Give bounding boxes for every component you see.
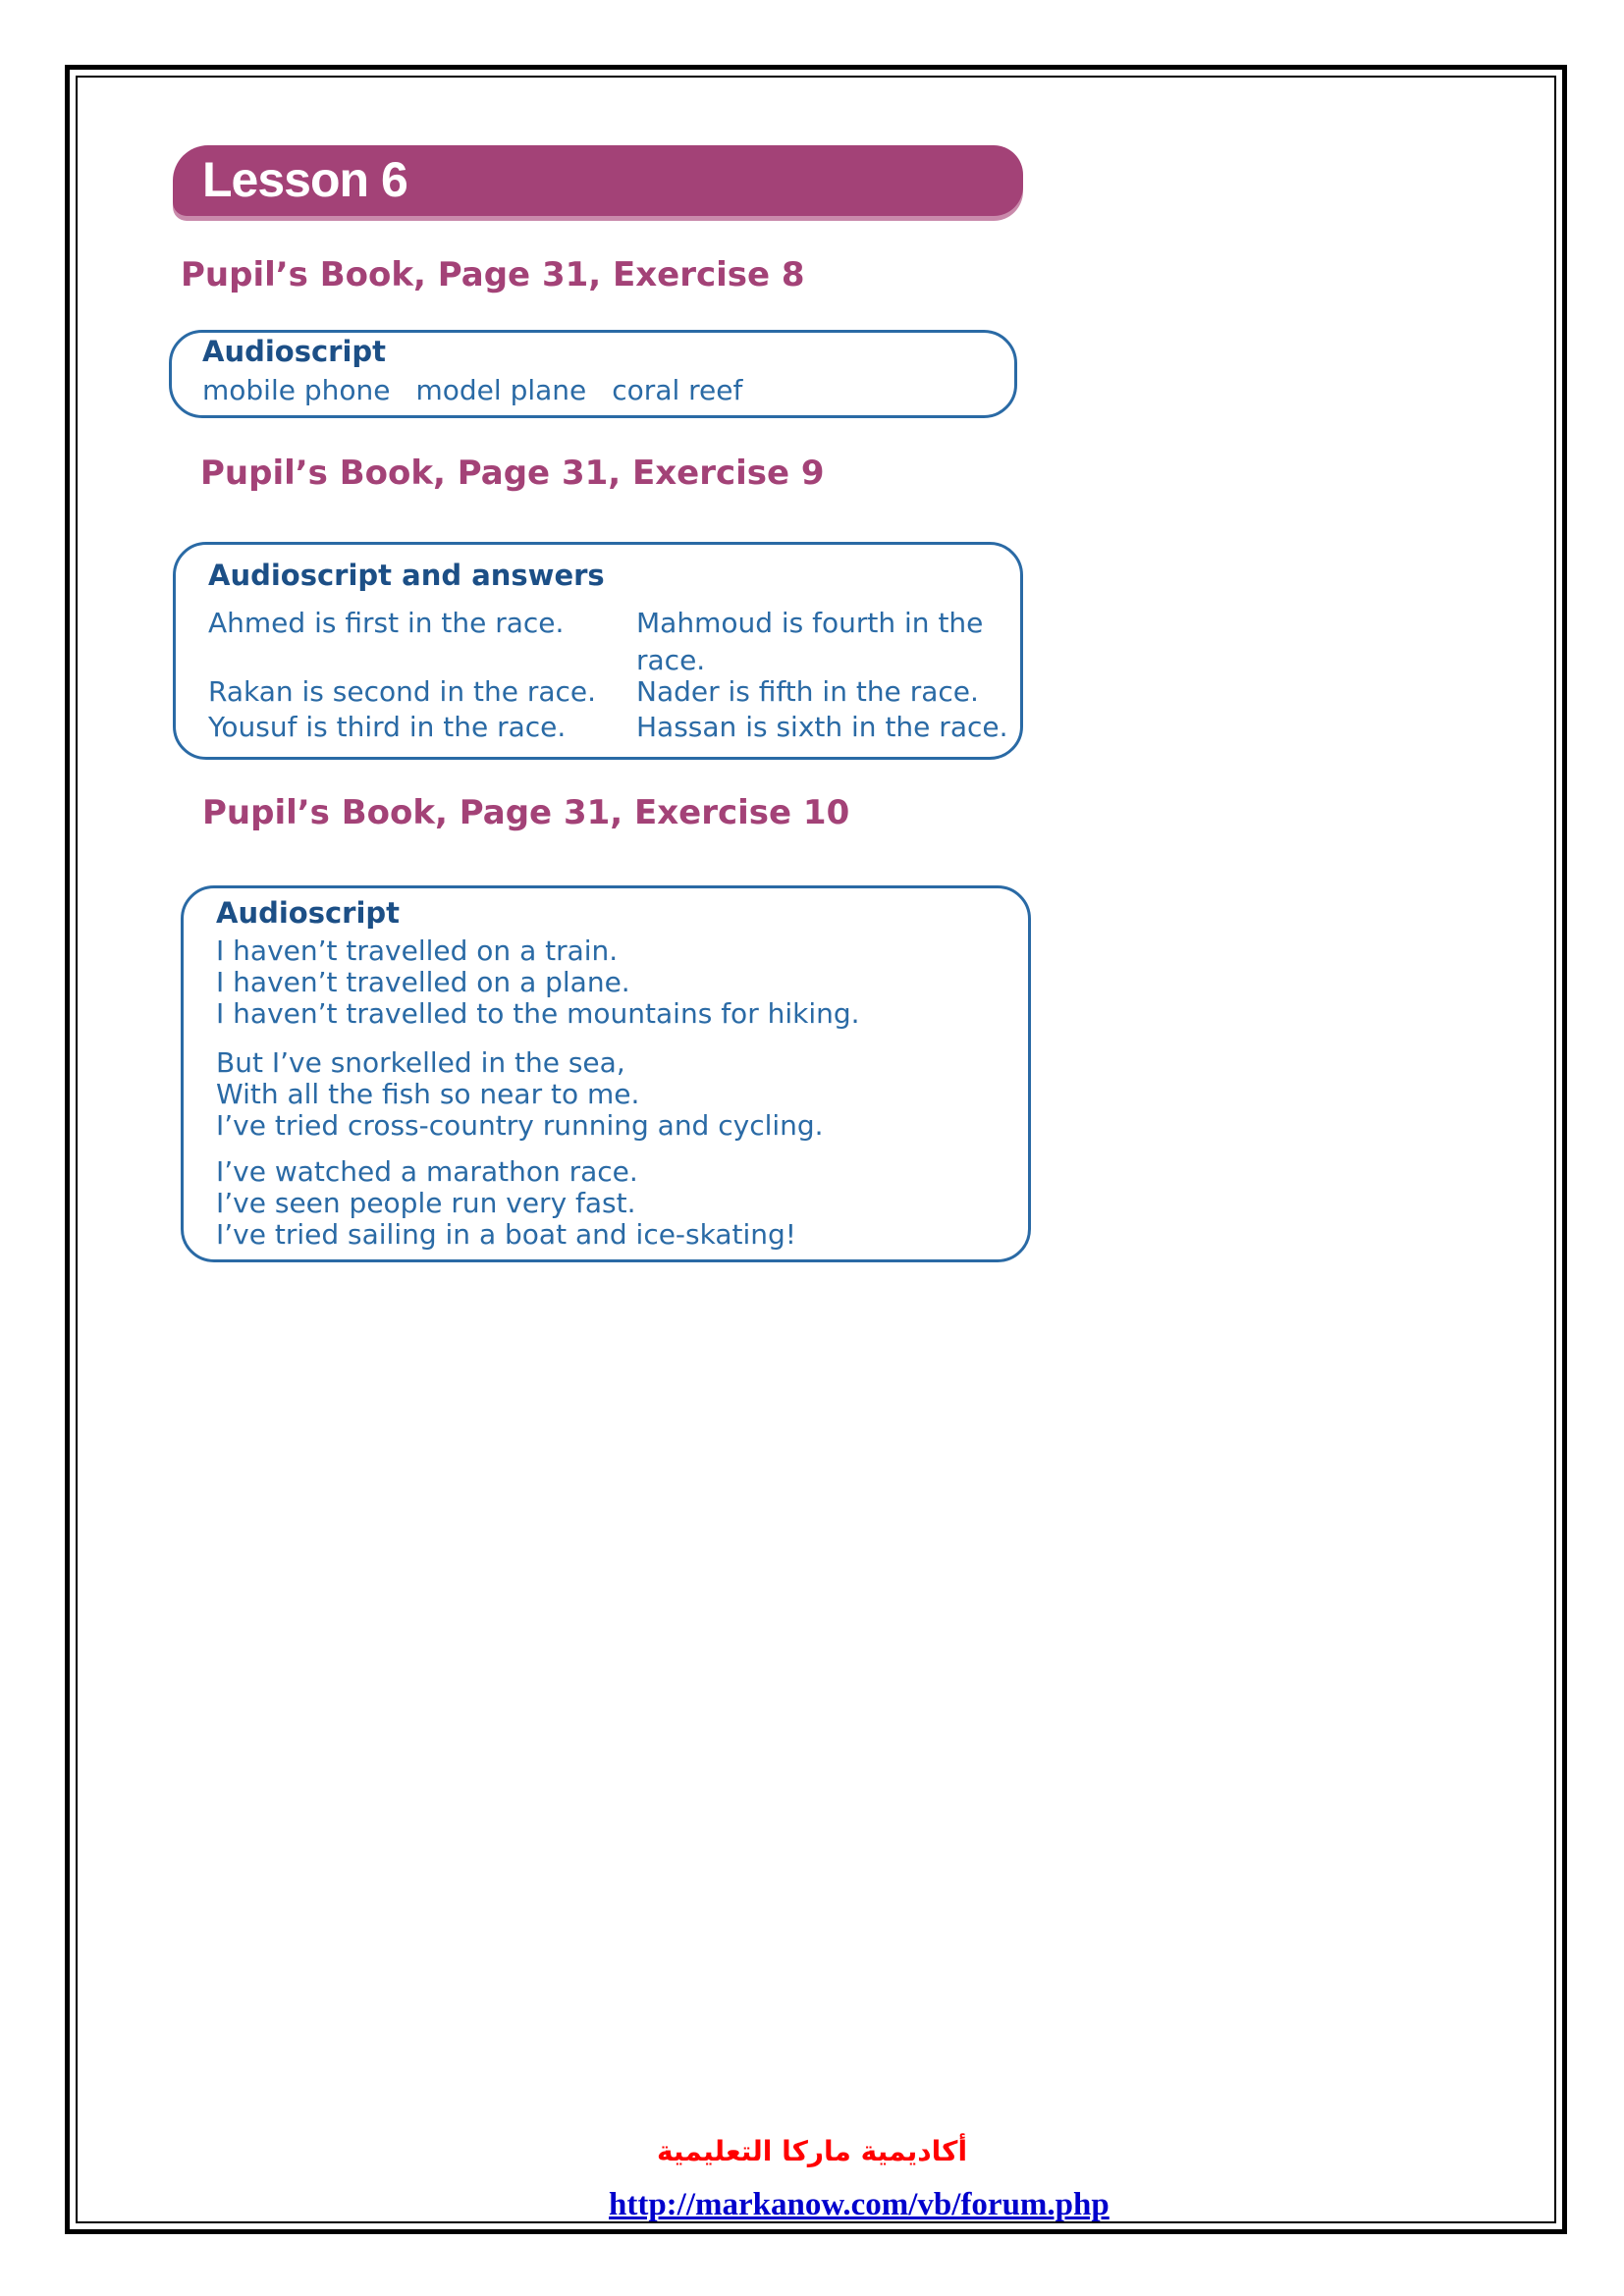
poem-line: I’ve tried sailing in a boat and ice-skating!	[216, 1218, 797, 1251]
answer-line: Rakan is second in the race.	[208, 675, 597, 708]
footer-academy-name: أكاديمية ماركا التعليمية	[656, 2135, 968, 2167]
answer-line: race.	[636, 644, 706, 676]
answer-line: Mahmoud is fourth in the	[636, 607, 984, 639]
answer-line: Yousuf is third in the race.	[208, 711, 567, 743]
word-item: model plane	[415, 374, 587, 406]
exercise-9-box-title: Audioscript and answers	[208, 559, 605, 592]
poem-line: I’ve tried cross-country running and cycling.	[216, 1109, 824, 1142]
poem-line: I haven’t travelled on a train.	[216, 934, 619, 967]
exercise-8-box-title: Audioscript	[202, 335, 387, 368]
footer-forum-link[interactable]: http://markanow.com/vb/forum.php	[609, 2187, 1110, 2222]
answer-line: Hassan is sixth in the race.	[636, 711, 1008, 743]
exercise-9-heading: Pupil’s Book, Page 31, Exercise 9	[200, 454, 825, 493]
poem-line: With all the fish so near to me.	[216, 1078, 640, 1110]
lesson-title: Lesson 6	[202, 152, 407, 207]
poem-line: I’ve seen people run very fast.	[216, 1187, 636, 1219]
word-item: coral reef	[612, 374, 743, 406]
word-item: mobile phone	[202, 374, 391, 406]
answer-line: Nader is fifth in the race.	[636, 675, 979, 708]
poem-stanza	[216, 935, 860, 1030]
exercise-8-word-list	[202, 374, 768, 407]
poem-stanza	[216, 1156, 796, 1251]
poem-line: I’ve watched a marathon race.	[216, 1155, 638, 1188]
poem-stanza	[216, 1047, 824, 1142]
poem-line: But I’ve snorkelled in the sea,	[216, 1046, 625, 1079]
poem-line: I haven’t travelled to the mountains for hiking.	[216, 997, 860, 1030]
poem-line: I haven’t travelled on a plane.	[216, 966, 630, 998]
exercise-10-heading: Pupil’s Book, Page 31, Exercise 10	[202, 793, 850, 832]
answer-line: Ahmed is first in the race.	[208, 607, 565, 639]
exercise-8-heading: Pupil’s Book, Page 31, Exercise 8	[181, 255, 805, 294]
exercise-10-box-title: Audioscript	[216, 896, 401, 930]
